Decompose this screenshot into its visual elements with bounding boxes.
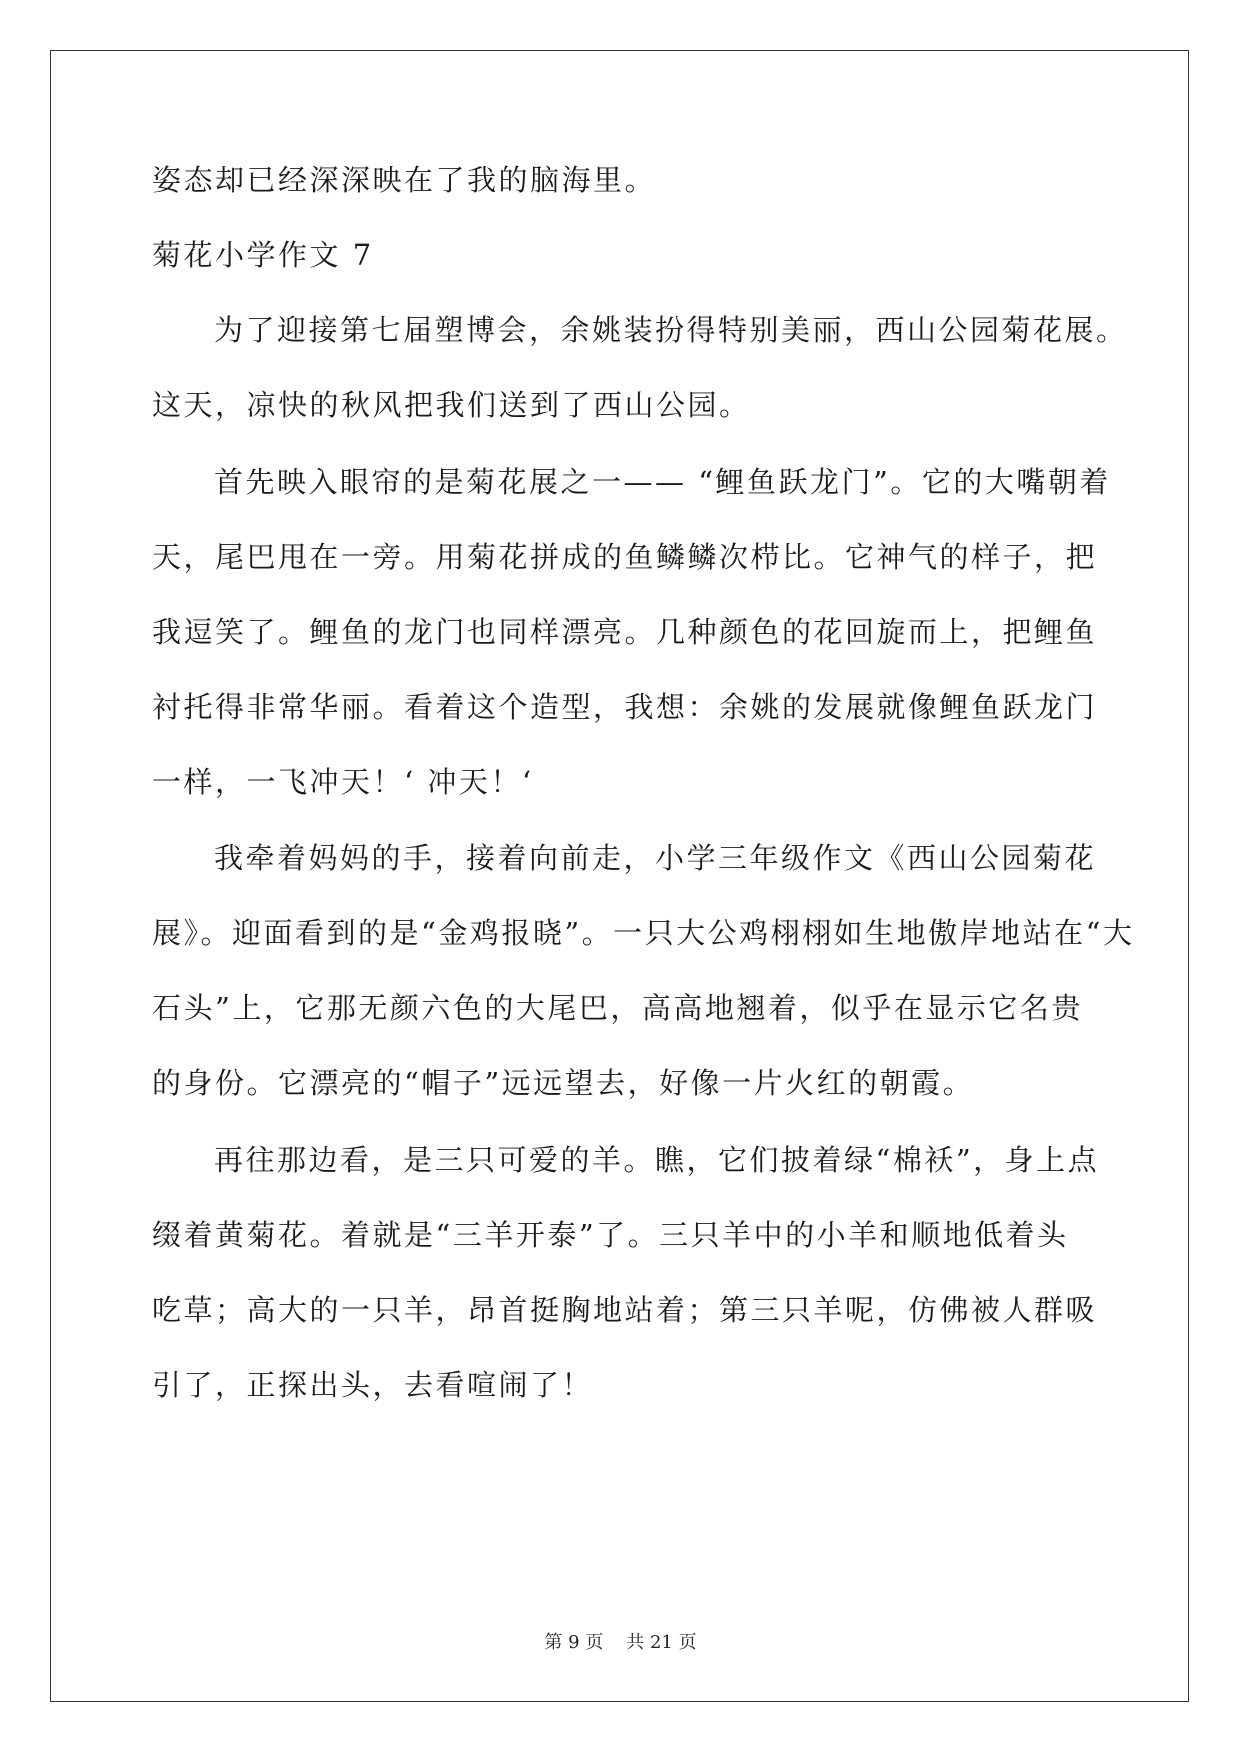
text-line: 这天，凉快的秋风把我们送到了西山公园。 [152, 388, 751, 422]
text-line: 缀着黄菊花。着就是“三羊开泰”了。三只羊中的小羊和顺地低着头 [152, 1218, 1069, 1252]
section-heading: 菊花小学作文 7 [152, 238, 374, 272]
text-line: 的身份。它漂亮的“帽子”远远望去，好像一片火红的朝霞。 [152, 1066, 975, 1100]
text-line: 衬托得非常华丽。看着这个造型，我想：余姚的发展就像鲤鱼跃龙门 [152, 690, 1098, 724]
text-line: 天，尾巴甩在一旁。用菊花拼成的鱼鳞鳞次栉比。它神气的样子，把 [152, 540, 1098, 574]
text-line: 我逗笑了。鲤鱼的龙门也同样漂亮。几种颜色的花回旋而上，把鲤鱼 [152, 615, 1098, 649]
paragraph-first-line: 首先映入眼帘的是菊花展之一—— “鲤鱼跃龙门”。它的大嘴朝着 [214, 465, 1111, 499]
paragraph-first-line: 我牵着妈妈的手，接着向前走，小学三年级作文《西山公园菊花 [214, 841, 1097, 875]
text-line: 吃草；高大的一只羊，昂首挺胸地站着；第三只羊呢，仿佛被人群吸 [152, 1293, 1098, 1327]
text-line: 展》。迎面看到的是“金鸡报晓”。一只大公鸡栩栩如生地傲岸地站在“大 [152, 916, 1135, 950]
page-number: 第 9 页 [544, 1632, 604, 1653]
page-footer [0, 1628, 1241, 1654]
paragraph-first-line: 为了迎接第七届塑博会，余姚装扮得特别美丽，西山公园菊花展。 [214, 313, 1128, 347]
text-line: 石头”上，它那无颜六色的大尾巴，高高地翘着，似乎在显示它名贵 [152, 991, 1083, 1025]
text-line: 一样，一飞冲天！‘ 冲天！‘ [152, 765, 534, 799]
text-line: 引了，正探出头，去看喧闹了！ [152, 1368, 594, 1402]
text-line: 姿态却已经深深映在了我的脑海里。 [152, 163, 657, 197]
paragraph-first-line: 再往那边看，是三只可爱的羊。瞧，它们披着绿“棉袄”，身上点 [214, 1143, 1100, 1177]
page-total: 共 21 页 [626, 1632, 697, 1653]
